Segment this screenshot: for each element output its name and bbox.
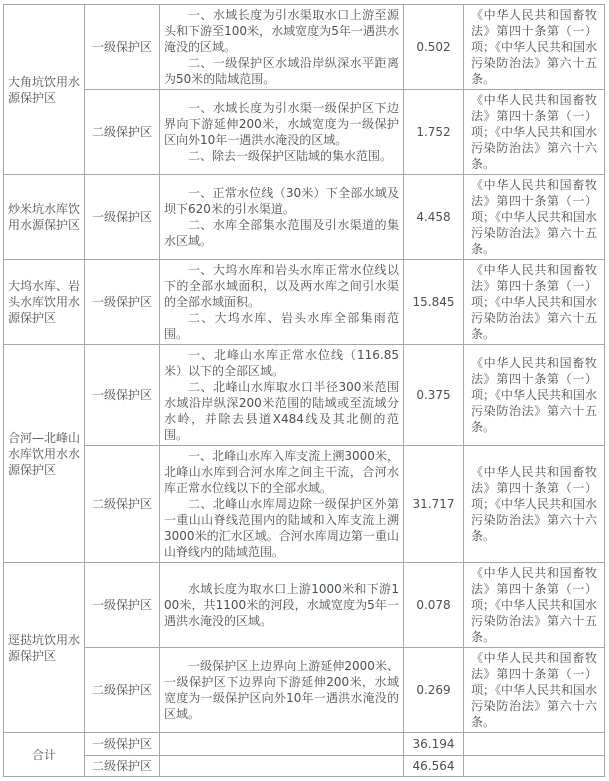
protection-level: 二级保护区: [85, 90, 160, 175]
empty-cell: [160, 733, 404, 756]
zone-description: [160, 345, 404, 446]
zone-name: 大坞水库、岩头水库饮用水源保护区: [4, 260, 85, 345]
legal-basis: 《中华人民共和国畜牧法》第四十条第（一）项；《中华人民共和国水污染防治法》第六十六条。: [464, 90, 605, 175]
description-paragraph: 一、北峰山水库正常水位线（116.85米）以下的全部区域。: [164, 348, 399, 378]
zone-name: 大角坑饮用水源保护区: [4, 5, 85, 175]
description-paragraph: 二、北峰山水库取水口半径300米范围水域沿岸纵深200米范围的陆域或至流域分水岭，并除去县道X484线及其北侧的范围。: [164, 380, 399, 442]
description-paragraph: 一、正常水位线（30米）下全部水域及坝下620米的引水渠道。: [164, 186, 399, 216]
description-paragraph: 二、北峰山水库周边除一级保护区外第一重山山脊线范围内的陆域和入库支流上溯3000米的汇水区域。合河水库周边第一重山山脊线内的陆域范围。: [164, 497, 399, 559]
zone-description: [160, 90, 404, 175]
table-row: [4, 563, 605, 648]
protection-level: 一级保护区: [85, 733, 160, 756]
description-paragraph: 二、水库全部集水范围及引水渠道的集水区域。: [164, 218, 399, 248]
table-row: [4, 446, 605, 563]
total-area-value: 46.564: [404, 756, 464, 777]
zone-description: [160, 563, 404, 648]
area-value: 0.078: [404, 563, 464, 648]
description-paragraph: 一级保护区上边界向上游延伸2000米、一级保护区下边界向下游延伸200米，水域宽度为一级保护区向外10年一遇洪水淹没的区域。: [164, 659, 399, 721]
protection-level: 一级保护区: [85, 563, 160, 648]
description-paragraph: 二、大坞水库、岩头水库全部集雨范围。: [164, 311, 399, 341]
empty-cell: [464, 756, 605, 777]
table-row: [4, 345, 605, 446]
area-value: 4.458: [404, 175, 464, 260]
area-value: 1.752: [404, 90, 464, 175]
total-area-value: 36.194: [404, 733, 464, 756]
protection-level: 二级保护区: [85, 446, 160, 563]
protection-level: 一级保护区: [85, 345, 160, 446]
protection-level: 二级保护区: [85, 756, 160, 777]
area-value: 0.269: [404, 648, 464, 733]
zone-description: [160, 175, 404, 260]
description-paragraph: 一、大坞水库和岩头水库正常水位线以下的全部水域面积，以及两水库之间引水渠的全部水域面积。: [164, 263, 399, 309]
area-value: 31.717: [404, 446, 464, 563]
legal-basis: 《中华人民共和国畜牧法》第四十条第（一）项；《中华人民共和国水污染防治法》第六十五条。: [464, 260, 605, 345]
zone-description: [160, 260, 404, 345]
protection-zone-table: [3, 4, 605, 777]
description-paragraph: 一、水域长度为引水渠一级保护区下边界向下游延伸200米，水域宽度为一级保护区向外10年一遇洪水淹没的区域。: [164, 101, 399, 147]
description-paragraph: 一、北峰山水库入库支流上溯3000米，北峰山水库到合河水库之间主干流，合河水库正常水位线以下的全部水域。: [164, 449, 399, 495]
protection-level: 一级保护区: [85, 175, 160, 260]
protection-level: 一级保护区: [85, 260, 160, 345]
legal-basis: 《中华人民共和国畜牧法》第四十条第（一）项；《中华人民共和国水污染防治法》第六十五条。: [464, 5, 605, 90]
table-row: [4, 648, 605, 733]
empty-cell: [464, 733, 605, 756]
table-row: [4, 5, 605, 90]
legal-basis: 《中华人民共和国畜牧法》第四十条第（一）项；《中华人民共和国水污染防治法》第六十六条。: [464, 446, 605, 563]
zone-description: [160, 5, 404, 90]
table-row: [4, 90, 605, 175]
total-row: [4, 733, 605, 756]
total-label: 合计: [4, 733, 85, 777]
legal-basis: 《中华人民共和国畜牧法》第四十条第（一）项；《中华人民共和国水污染防治法》第六十五条。: [464, 175, 605, 260]
area-value: 15.845: [404, 260, 464, 345]
zone-name: 合河—北峰山水库饮用水水源保护区: [4, 345, 85, 563]
empty-cell: [160, 756, 404, 777]
protection-level: 二级保护区: [85, 648, 160, 733]
zone-description: [160, 648, 404, 733]
area-value: 0.375: [404, 345, 464, 446]
description-paragraph: 一、水域长度为引水渠取水口上游至源头和下游至100米，水域宽度为5年一遇洪水淹没的区域。: [164, 8, 399, 54]
legal-basis: 《中华人民共和国畜牧法》第四十条第（一）项；《中华人民共和国水污染防治法》第六十六条。: [464, 648, 605, 733]
zone-name: 炒米坑水库饮用水源保护区: [4, 175, 85, 260]
legal-basis: 《中华人民共和国畜牧法》第四十条第（一）项；《中华人民共和国水污染防治法》第六十五条。: [464, 563, 605, 648]
description-paragraph: 二、一级保护区水域沿岸纵深水平距离为50米的陆域范围。: [164, 56, 399, 86]
total-row: [4, 756, 605, 777]
zone-description: [160, 446, 404, 563]
description-paragraph: 水域长度为取水口上游1000米和下游100米，共1100米的河段，水域宽度为5年一遇洪水淹没的区域。: [164, 582, 399, 628]
table-row: [4, 260, 605, 345]
zone-name: 逕挞坑饮用水源保护区: [4, 563, 85, 733]
description-paragraph: 二、除去一级保护区陆域的集水范围。: [188, 149, 393, 163]
table-row: [4, 175, 605, 260]
protection-level: 一级保护区: [85, 5, 160, 90]
legal-basis: 《中华人民共和国畜牧法》第四十条第（一）项；《中华人民共和国水污染防治法》第六十五条。: [464, 345, 605, 446]
area-value: 0.502: [404, 5, 464, 90]
